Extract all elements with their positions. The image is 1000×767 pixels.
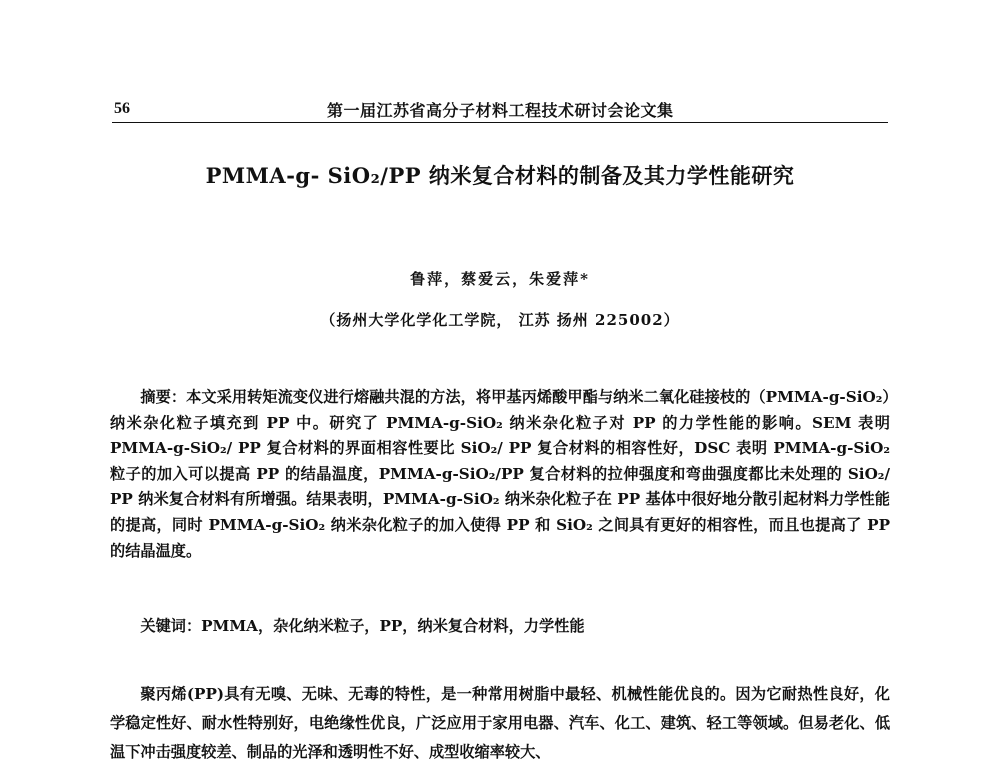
- keywords-label: 关键词：: [140, 617, 202, 635]
- keywords-text: PMMA，杂化纳米粒子，PP，纳米复合材料，力学性能: [201, 617, 585, 635]
- affiliation: （扬州大学化学化工学院， 江苏 扬州 225002）: [320, 311, 680, 329]
- running-title: 第一届江苏省高分子材料工程技术研讨会论文集: [327, 101, 674, 120]
- abstract-paragraph: [110, 385, 890, 564]
- page-number: 56: [114, 100, 130, 117]
- body-paragraph: 聚丙烯(PP)具有无嗅、无味、无毒的特性，是一种常用树脂中最轻、机械性能优良的。因为它耐热性良好，化学稳定性好、耐水性特别好，电绝缘性优良，广泛应用于家用电器、汽车、化工、建筑、轻工等领域。但易老化、低温下冲击强度较差、制品的光泽和透明性不好、成型收缩率较大、: [110, 685, 890, 761]
- paper-title: PMMA-g- SiO₂/PP 纳米复合材料的制备及其力学性能研究: [205, 163, 795, 188]
- page-header: [112, 96, 888, 122]
- abstract-text: 本文采用转矩流变仪进行熔融共混的方法，将甲基丙烯酸甲酯与纳米二氧化硅接枝的（PMMA-g-SiO₂）纳米杂化粒子填充到 PP 中。研究了 PMMA-g-SiO₂ 纳米杂化粒子对 PP 的力学性能的影响。SEM 表明 PMMA-g-SiO₂/ PP 复合材料的界面相容性要比 SiO₂/ PP 复合材料的相容性好，DSC 表明 PMMA-g-SiO₂ 粒子的加入可以提高 PP 的结晶温度，PMMA-g-SiO₂/PP 复合材料的拉伸强度和弯曲强度都比未处理的 SiO₂/ PP 纳米复合材料有所增强。结果表明，PMMA-g-SiO₂ 纳米杂化粒子在 PP 基体中很好地分散引起材料力学性能的提高，同时 PMMA-g-SiO₂ 纳米杂化粒子的加入使得 PP 和 SiO₂ 之间具有更好的相容性，而且也提高了 PP 的结晶温度。: [110, 388, 891, 560]
- body-text: [110, 680, 890, 767]
- author-list: 鲁萍，蔡爱云，朱爱萍*: [410, 270, 590, 288]
- keywords: [110, 614, 890, 639]
- header-rule: [112, 122, 888, 123]
- abstract-label: 摘要：: [140, 388, 187, 406]
- abstract: [110, 385, 890, 564]
